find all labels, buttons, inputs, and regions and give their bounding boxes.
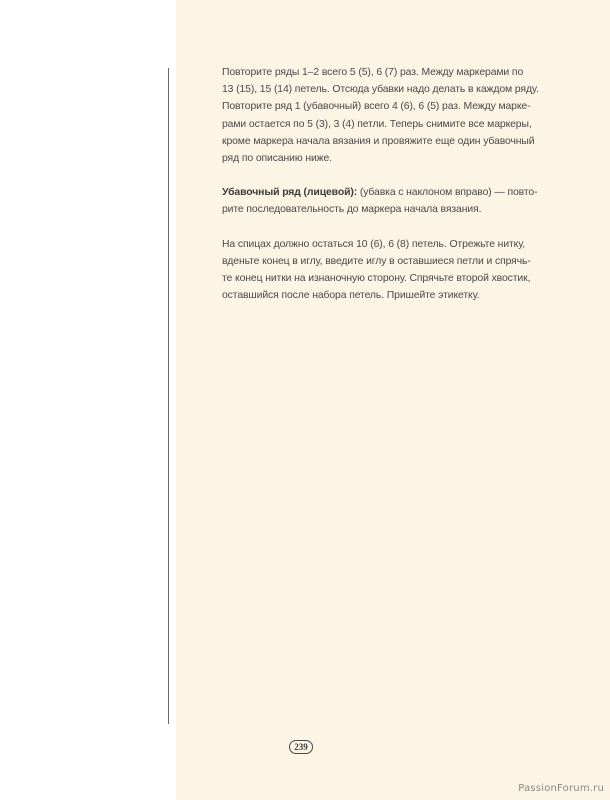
paragraph-1	[222, 64, 567, 167]
text-line: На спицах должно остаться 10 (6), 6 (8) петель. Отрежьте нитку,	[222, 238, 526, 250]
page-number: 239	[289, 740, 313, 754]
text-line: Повторите ряды 1–2 всего 5 (5), 6 (7) раз. Между маркерами по	[222, 67, 524, 78]
text-line: ряд по описанию ниже.	[222, 153, 332, 165]
text-line: Повторите ряд 1 (убавочный) всего 4 (6), 6 (5) раз. Между марке-	[222, 101, 531, 113]
body-text	[222, 64, 567, 321]
text-line: рами остается по 5 (3), 3 (4) петли. Теперь снимите все маркеры,	[222, 118, 532, 130]
text-line: оставшийся после набора петель. Пришейте этикетку.	[222, 290, 480, 302]
watermark: PassionForum.ru	[518, 783, 604, 794]
text-line: рите последовательность до маркера начала вязания.	[222, 204, 482, 216]
text-line-rest: (убавка с наклоном вправо) — повто-	[357, 187, 538, 199]
paragraph-3	[222, 236, 567, 305]
text-line: те конец нитки на изнаночную сторону. Спрячьте второй хвостик,	[222, 273, 531, 285]
row-heading: Убавочный ряд (лицевой):	[222, 187, 358, 199]
vertical-rule	[168, 68, 169, 724]
text-line: вденьте конец в иглу, введите иглу в оставшиеся петли и спрячь-	[222, 255, 531, 267]
paragraph-2	[222, 184, 567, 218]
text-line: 13 (15), 15 (14) петель. Отсюда убавки надо делать в каждом ряду.	[222, 84, 539, 96]
text-line	[222, 184, 567, 201]
text-line: кроме маркера начала вязания и провяжите еще один убавочный	[222, 135, 535, 147]
